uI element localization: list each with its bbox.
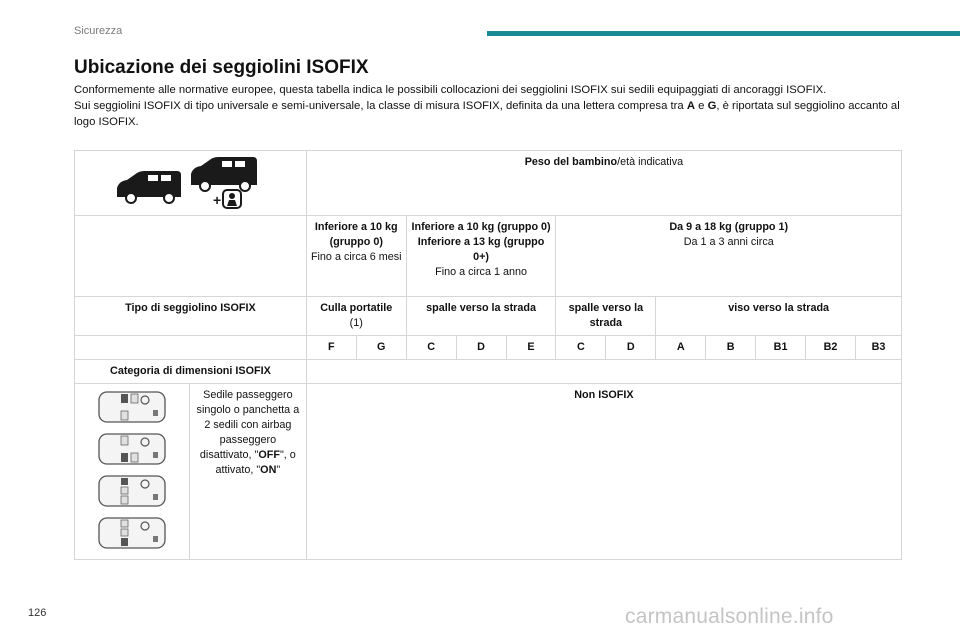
size-class-cell: G <box>356 336 406 360</box>
weight-header-rest: /età indicativa <box>617 156 684 168</box>
type-label: Tipo di seggiolino ISOFIX <box>75 297 307 336</box>
intro-paragraph <box>74 82 906 130</box>
page-title: Ubicazione dei seggiolini ISOFIX <box>74 57 369 78</box>
section-label: Sicurezza <box>74 25 123 37</box>
seat-desc-post: " <box>276 464 281 476</box>
watermark: carmanualsonline.info <box>625 605 834 628</box>
size-class-cell: A <box>656 336 706 360</box>
type-carrycot <box>306 297 406 336</box>
size-class-cell: B3 <box>855 336 901 360</box>
table-row <box>75 336 902 360</box>
group-1-bold: Da 9 a 18 kg (gruppo 1) <box>669 221 789 233</box>
size-class-cell: B2 <box>806 336 856 360</box>
empty-cell <box>75 336 307 360</box>
van-icon <box>115 155 265 211</box>
intro-line2-b: , è riportata sul seggiolino accanto al logo ISOFIX. <box>74 100 900 128</box>
seat-layout-icon <box>97 474 167 508</box>
letter-a: A <box>686 100 695 112</box>
header-accent-bar <box>487 31 960 36</box>
table-row <box>75 384 902 560</box>
seat-desc-off: OFF <box>258 449 280 461</box>
empty-cell <box>306 360 901 384</box>
table-row <box>75 360 902 384</box>
size-class-cell: B <box>706 336 756 360</box>
weight-header-bold: Peso del bambino <box>524 156 618 168</box>
size-class-cell: D <box>606 336 656 360</box>
seat-desc-on: ON <box>260 464 277 476</box>
seat-description <box>189 384 306 560</box>
group-0-cell <box>306 216 406 297</box>
type-rearward-1: spalle verso la strada <box>406 297 556 336</box>
page-number: 126 <box>28 607 47 619</box>
group-0-bold-b: Inferiore a 10 kg (gruppo 0) <box>411 221 551 233</box>
type-rearward-2: spalle verso la strada <box>556 297 656 336</box>
vehicle-icons-cell <box>75 151 307 216</box>
size-class-cell: B1 <box>756 336 806 360</box>
seat-layout-icon <box>97 390 167 424</box>
isofix-table <box>74 150 902 560</box>
seat-desc-mid: ", o attivato, " <box>215 449 296 476</box>
type-carrycot-note: (1) <box>349 317 363 329</box>
type-carrycot-bold: Culla portatile <box>320 302 393 314</box>
group-0plus-bold: Inferiore a 13 kg (gruppo 0+) <box>417 236 545 263</box>
letter-g: G <box>707 100 717 112</box>
category-label: Categoria di dimensioni ISOFIX <box>75 360 307 384</box>
intro-line1: Conformemente alle normative europee, questa tabella indica le possibili collocazioni dei seggiolini ISOFIX sui sedili equipaggiati di ancoraggi ISOFIX. <box>74 84 827 96</box>
empty-cell <box>75 216 307 297</box>
non-isofix-cell: Non ISOFIX <box>306 384 901 560</box>
seat-desc-pre: Sedile passeggero singolo o panchetta a 2 sedili con airbag passeggero disattivato, " <box>196 389 300 461</box>
group-0plus-cell <box>406 216 556 297</box>
table-row <box>75 151 902 216</box>
intro-conj: e <box>695 100 708 112</box>
type-forward: viso verso la strada <box>656 297 902 336</box>
group-1-cell <box>556 216 902 297</box>
group-0plus-age: Fino a circa 1 anno <box>435 266 527 278</box>
group-0-age: Fino a circa 6 mesi <box>310 251 402 263</box>
svg-text:+: + <box>213 192 222 208</box>
intro-line2-a: Sui seggiolini ISOFIX di tipo universale e semi-universale, la classe di misura ISOFIX, definita da una lettera compresa tra <box>74 100 687 112</box>
group-0-bold: Inferiore a 10 kg (gruppo 0) <box>314 221 398 248</box>
size-class-cell: C <box>556 336 606 360</box>
size-class-cell: C <box>406 336 456 360</box>
seat-layout-icon <box>97 516 167 550</box>
size-class-cell: D <box>456 336 506 360</box>
seat-layouts-cell <box>75 384 190 560</box>
size-class-cell: F <box>306 336 356 360</box>
table-row <box>75 297 902 336</box>
size-class-cell: E <box>506 336 556 360</box>
table-row <box>75 216 902 297</box>
seat-layout-icon <box>97 432 167 466</box>
child-seat-icon <box>223 190 241 208</box>
weight-header <box>306 151 901 216</box>
group-1-age: Da 1 a 3 anni circa <box>683 236 774 248</box>
